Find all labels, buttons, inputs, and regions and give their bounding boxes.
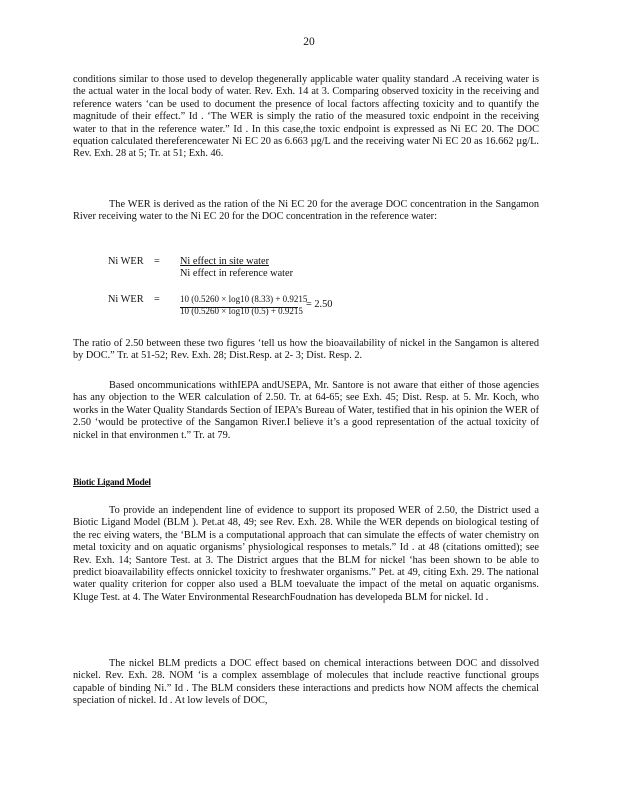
paragraph-wer-derived xyxy=(73,199,539,224)
paragraph-conditions xyxy=(73,74,539,161)
paragraph-text: The nickel BLM predicts a DOC effect based on chemical interactions between DOC and dissolved nickel. Rev. Exh. 28. NOM ‘is a complex assemblage of molecules that include reactive functional groups capable of binding Ni.” Id . The BLM considers these interactions and predicts how NOM affects the chemical speciation of nickel. Id . At low levels of DOC, xyxy=(73,658,539,707)
equation-numerator: Ni effect in site water xyxy=(180,256,270,267)
paragraph-agencies xyxy=(73,380,539,442)
equation-equals: = xyxy=(154,294,160,305)
paragraph-blm xyxy=(73,505,539,604)
paragraph-nickel-blm xyxy=(73,658,539,708)
paragraph-text: conditions similar to those used to develop thegenerally applicable water quality standard .A receiving water is the actual water in the local body of water. Rev. Exh. 14 at 3. Comparing observed toxicity in the receiving and reference waters ‘can be used to document the presence of local factors affecting toxicity and to quantify the magnitude of their effect.” Id . ‘The WER is simply the ratio of the measured toxic endpoint in the receiving water to that in the reference water.” Id . In this case,the toxic endpoint is expressed as Ni EC 20. The DOC equation calculated thereferencewater Ni EC 20 as 6.663 µg/L and the receiving water Ni EC 20 as 16.662 µg/L. Rev. Exh. 28 at 5; Tr. at 51; Exh. 46. xyxy=(73,74,539,160)
paragraph-text: To provide an independent line of evidence to support its proposed WER of 2.50, the District used a Biotic Ligand Model (BLM ). Pet.at 48, 49; see Rev. Exh. 28. While the WER depends on biological testing of the rec eiving waters, the ‘BLM is a computational approach that can simulate the effects of water chemistry on metal toxicity and on aquatic organisms’ physiological responses to metals.” Id . at 48 (citations omitted); see Rev. Exh. 14; Santore Test. at 3. The District argues that the BLM for nickel ‘has been shown to be able to predict bioavailability effects onnickel toxicity to freshwater organisms.” Pet. at 49, citing Exh. 29. The national water quality criterion for copper also used a BLM toevaluate the impact of the metal on aquatic organisms. Kluge Test. at 4. The Water Environmental ResearchFoudnation has developeda BLM for nickel. Id . xyxy=(73,505,539,603)
equation-label: Ni WER xyxy=(108,294,144,305)
equation-equals: = xyxy=(154,256,160,267)
paragraph-text: The WER is derived as the ration of the Ni EC 20 for the average DOC concentration in the Sangamon River receiving water to the Ni EC 20 for the DOC concentration in the reference water: xyxy=(73,199,539,223)
equation-denominator: 10 (0.5260 × log10 (0.5) + 0.9215 xyxy=(180,306,303,316)
equation-denominator: Ni effect in reference water xyxy=(180,268,293,279)
paragraph-text: Based oncommunications withIEPA andUSEPA, Mr. Santore is not aware that either of those agencies has any objection to the WER calculation of 2.50. Tr. at 64-65; see Exh. 45; Dist. Resp. at 5. Mr. Koch, who works in the Water Quality Standards Section of IEPA’s Bureau of Water, testified that in his opinion the WER of 2.50 ‘would be protective of the Sangamon River.I believe it’s a good representation of the actual toxicity of nickel in that environmen t.” Tr. at 79. xyxy=(73,380,539,441)
equation-numerator: 10 (0.5260 × log10 (8.33) + 0.9215 xyxy=(180,294,308,304)
equation-result: = 2.50 xyxy=(306,299,333,310)
paragraph-text: The ratio of 2.50 between these two figures ‘tell us how the bioavailability of nickel in the Sangamon is altered by DOC.” Tr. at 51-52; Rev. Exh. 28; Dist.Resp. at 2- 3; Dist. Resp. 2. xyxy=(73,338,539,362)
section-heading: Biotic Ligand Model xyxy=(73,478,151,488)
page-number: 20 xyxy=(303,36,315,48)
equation-label: Ni WER xyxy=(108,256,144,267)
paragraph-ratio xyxy=(73,338,539,363)
